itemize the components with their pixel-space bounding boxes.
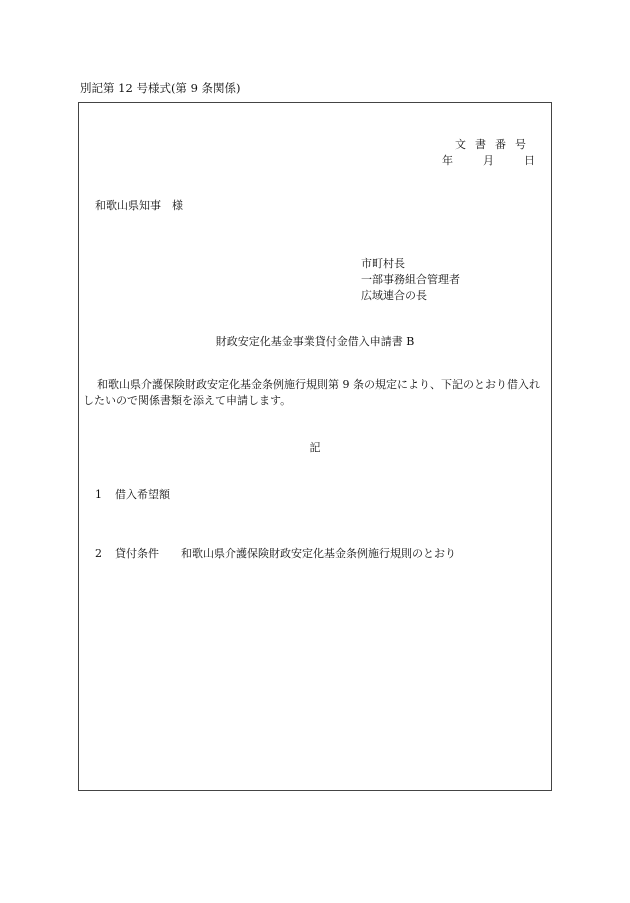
- date-year-label: 年: [442, 154, 453, 167]
- form-label: 別記第 12 号様式(第 9 条関係): [80, 81, 241, 95]
- item-value: 和歌山県介護保険財政安定化基金条例施行規則のとおり: [181, 547, 456, 560]
- ki-heading: 記: [309, 441, 321, 454]
- date-day-label: 日: [524, 154, 535, 167]
- sender-line-3: 広域連合の長: [361, 289, 427, 302]
- document-frame: [78, 102, 552, 791]
- item-borrow-amount: [95, 486, 170, 502]
- date-line: [442, 152, 535, 168]
- addressee: 和歌山県知事 様: [95, 199, 183, 212]
- date-month-label: 月: [483, 154, 494, 167]
- item-label: 借入希望額: [115, 488, 170, 501]
- body-text: 和歌山県介護保険財政安定化基金条例施行規則第 9 条の規定により、下記のとおり借入れしたいので関係書類を添えて申請します。: [83, 378, 540, 407]
- document-title: 財政安定化基金事業貸付金借入申請書 B: [215, 335, 415, 348]
- doc-number-label: 文書番号: [455, 138, 535, 151]
- item-loan-conditions: [95, 545, 456, 561]
- sender-line-2: 一部事務組合管理者: [361, 273, 460, 286]
- item-label: 貸付条件: [115, 547, 159, 560]
- sender-block: [361, 256, 460, 304]
- sender-line-1: 市町村長: [361, 257, 405, 270]
- item-number: 1: [95, 488, 102, 501]
- item-number: 2: [95, 547, 102, 560]
